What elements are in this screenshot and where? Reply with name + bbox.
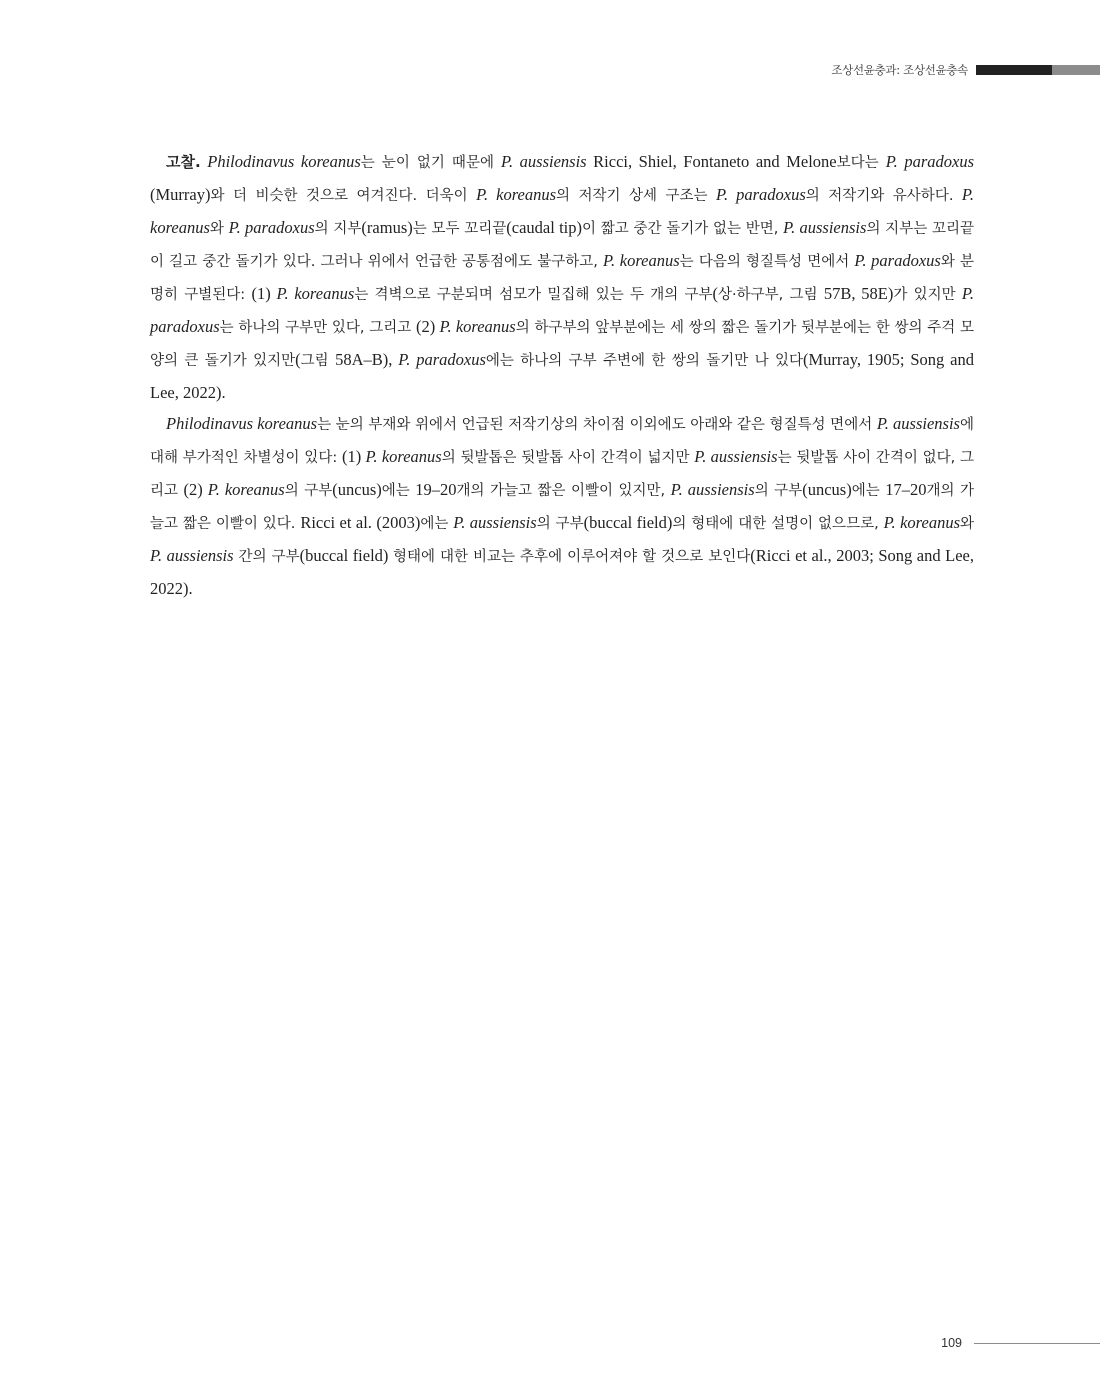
species-name: P. koreanus	[365, 447, 442, 466]
species-name: P. koreanus	[439, 317, 516, 336]
text-run: (Murray)	[150, 185, 211, 204]
text-run: (2)	[416, 317, 440, 336]
text-run: 는 눈의 부재와 위에서 언급된 저작기상의 차이점 이외에도 아래와 같은 형질특성 면에서	[317, 417, 877, 433]
text-run: 와 분명히 구별된다:	[150, 254, 974, 303]
species-name: P. paradoxus	[398, 350, 486, 369]
text-run: (ramus)	[361, 218, 413, 237]
text-run: 이 짧고 중간 돌기가 없는 반면,	[582, 221, 784, 237]
species-name: P. aussiensis	[150, 546, 234, 565]
page-footer	[941, 1335, 1100, 1351]
text-run: 가 있지만	[893, 287, 962, 303]
running-title: 조상선윤충과: 조상선윤충속	[831, 63, 968, 77]
footer-rule	[974, 1343, 1100, 1344]
text-run: 는 다음의 형질특성 면에서	[679, 254, 855, 270]
species-name: P. paradoxus	[854, 251, 941, 270]
text-run: 는 뒷발톱 사이 간격이 없다, 그리고	[150, 450, 974, 499]
text-run: (1)	[251, 284, 277, 303]
text-run: 는 격벽으로 구분되며 섬모가 밀집해 있는 두 개의 구부	[354, 287, 713, 303]
species-name: P. koreanus	[603, 251, 680, 270]
text-run: 와	[960, 516, 975, 532]
species-name: P. koreanus	[276, 284, 355, 303]
text-run: (buccal field)	[583, 513, 673, 532]
text-run: 19–20	[415, 480, 457, 499]
text-run: Ricci, Shiel, Fontaneto and Melone	[586, 152, 837, 171]
text-run: 의 지부	[314, 221, 362, 237]
text-run: 간의 구부	[233, 549, 300, 565]
species-name: Philodinavus koreanus	[207, 152, 361, 171]
body-text	[150, 146, 974, 604]
text-run: 에는	[420, 516, 454, 532]
text-run: 58A–B),	[335, 350, 399, 369]
text-run: 에는 하나의 구부 주변에 한 쌍의 돌기만 나 있다	[485, 353, 803, 369]
text-run: 의 저작기 상세 구조는	[556, 188, 717, 204]
header-bar-gray	[1052, 65, 1100, 75]
text-run: 의 지부는 꼬리끝이 길고 중간 돌기가 있다. 그러나 위에서 언급한 공통점에도 불구하고,	[150, 221, 974, 270]
species-name: P. koreanus	[476, 185, 557, 204]
text-run: 그림	[300, 353, 336, 369]
species-name: P. aussiensis	[876, 414, 960, 433]
running-header	[831, 63, 1100, 77]
text-run: (1)	[341, 447, 366, 466]
text-run: (uncus)	[802, 480, 852, 499]
text-run: 의 구부	[284, 483, 333, 499]
text-run: (	[295, 350, 301, 369]
text-run: 형태에 대한 비교는 추후에 이루어져야 할 것으로 보인다	[392, 549, 751, 565]
species-name: P. aussiensis	[501, 152, 587, 171]
text-run: 에는	[851, 483, 886, 499]
species-name: P. paradoxus	[150, 284, 974, 336]
text-run: 보다는	[836, 155, 886, 171]
species-name: P. aussiensis	[670, 480, 755, 499]
text-run: 는 모두 꼬리끝	[412, 221, 507, 237]
species-name: P. koreanus	[150, 185, 974, 237]
species-name: P. aussiensis	[453, 513, 537, 532]
text-run: 에는	[381, 483, 416, 499]
paragraph-comparison	[150, 408, 974, 604]
text-run: 개의 가늘고 짧은 이빨이 있지만,	[456, 483, 671, 499]
text-run: Ricci et al. (2003)	[300, 513, 421, 532]
text-run: 와 더 비슷한 것으로 여겨진다. 더욱이	[210, 188, 477, 204]
text-run: (buccal field)	[299, 546, 393, 565]
text-run: 에 대해 부가적인 차별성이 있다:	[150, 417, 974, 466]
text-run: 의 구부	[754, 483, 803, 499]
text-run: 17–20	[885, 480, 927, 499]
species-name: P. koreanus	[883, 513, 960, 532]
section-heading: 고찰.	[166, 153, 201, 171]
text-run: (uncus)	[332, 480, 382, 499]
text-run: (Ricci et al., 2003; Song and Lee, 2022).	[150, 546, 974, 598]
text-run: 57B, 58E)	[823, 284, 894, 303]
text-run: 는 하나의 구부만 있다, 그리고	[219, 320, 417, 336]
species-name: P. paradoxus	[716, 185, 806, 204]
species-name: P. aussiensis	[783, 218, 867, 237]
species-name: Philodinavus koreanus	[166, 414, 318, 433]
text-run: (Murray, 1905; Song and Lee, 2022).	[150, 350, 975, 402]
text-run: (	[712, 284, 719, 303]
paragraph-discussion	[150, 146, 974, 408]
text-run: (2)	[183, 480, 208, 499]
text-run: 의 형태에 대한 설명이 없으므로,	[672, 516, 884, 532]
text-run: (caudal tip)	[506, 218, 583, 237]
text-run: 의 저작기와 유사하다.	[805, 188, 962, 204]
text-run: 의 구부	[536, 516, 584, 532]
text-run: 는 눈이 없기 때문에	[360, 155, 502, 171]
text-run: 의 뒷발톱은 뒷발톱 사이 간격이 넓지만	[441, 450, 695, 466]
header-bar-dark	[976, 65, 1052, 75]
text-run: 의 하구부의 앞부분에는 세 쌍의 짧은 돌기가 뒷부분에는 한 쌍의 주걱 모양의 큰 돌기가 있지만	[150, 320, 974, 369]
text-run: 와	[209, 221, 229, 237]
page-number: 109	[941, 1336, 962, 1350]
species-name: P. paradoxus	[228, 218, 315, 237]
text-run: 개의 가늘고 짧은 이빨이 있다.	[150, 483, 974, 532]
species-name: P. paradoxus	[885, 152, 974, 171]
species-name: P. koreanus	[207, 480, 285, 499]
text-run: 상·하구부, 그림	[718, 287, 824, 303]
species-name: P. aussiensis	[694, 447, 778, 466]
